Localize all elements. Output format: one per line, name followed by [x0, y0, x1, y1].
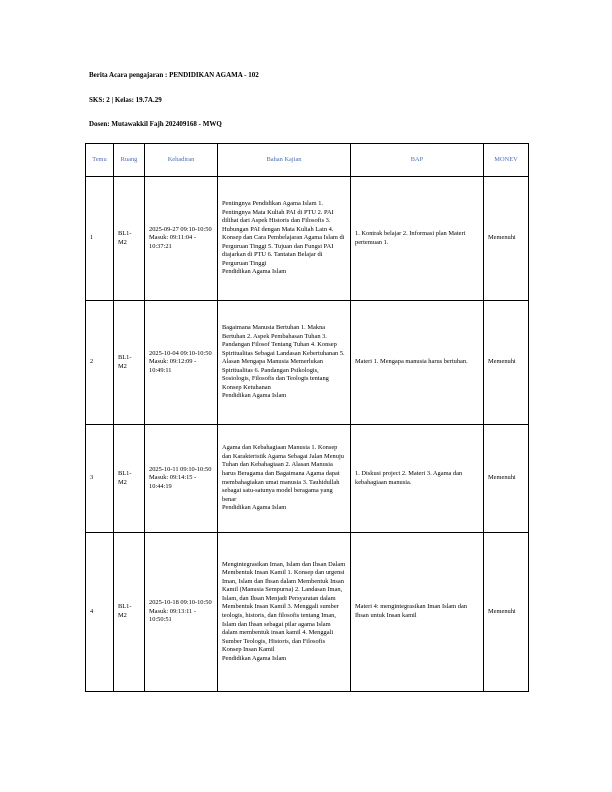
header-kehadiran: Kehadiran [145, 144, 218, 177]
cell-kehadiran: 2025-10-04 09:10-10:50 Masuk: 09:12:09 - 10:49:11 [145, 301, 218, 425]
cell-temu: 1 [86, 177, 114, 301]
cell-kehadiran: 2025-10-11 09:10-10:50 Masuk: 09:14:15 - 10:44:19 [145, 425, 218, 533]
bahan-kajian-text: Mengintegrasikan Iman, Islam dan Ihsan Dalam Membentuk Insan Kamil 1. Konsep dan urgensi Iman, Islam dan Ihsan dalam Membentuk Insan Kamil (Manusia Sempurna) 2. Landasan Iman, Islam, dan Ihsan Menjadi Persyaratan dalam Membentuk Insan Kamil 3. Menggali sumber teologis, historis, dan filosofis tentang Iman, Islam dan Ihsan sebagai pilar agama Islam dalam membentuk insan kamil 4. Menggali Sumber Teologis, Historis, dan Filosofis Konsep Insan Kamil [222, 560, 346, 654]
cell-bap: 1. Kontrak belajar 2. Informasi plan Materi pertemuan 1. [351, 177, 484, 301]
cell-temu: 2 [86, 301, 114, 425]
cell-temu: 4 [86, 533, 114, 692]
header-ruang: Ruang [114, 144, 145, 177]
cell-bap: 1. Diskusi project 2. Materi 3. Agama dan kebahagiaan manusia. [351, 425, 484, 533]
sks-kelas-info: SKS: 2 | Kelas: 19.7A.29 [89, 96, 162, 104]
dosen-info: Dosen: Mutawakkil Fajh 202409168 - MWQ [89, 120, 222, 128]
cell-ruang: BL1-M2 [114, 177, 145, 301]
cell-bahan-kajian [218, 425, 351, 533]
cell-bahan-kajian [218, 301, 351, 425]
bahan-kajian-course: Pendidikan Agama Islam [222, 504, 287, 512]
cell-bahan-kajian [218, 177, 351, 301]
pertemuan-table [85, 143, 529, 692]
table-row [86, 425, 529, 533]
header-temu: Temu [86, 144, 114, 177]
cell-monev: Memenuhi [484, 177, 529, 301]
cell-bap: Materi 4: mengintegrasikan Iman Islam dan Ihsan untuk Insan kamil [351, 533, 484, 692]
cell-temu: 3 [86, 425, 114, 533]
cell-monev: Memenuhi [484, 533, 529, 692]
bahan-kajian-text: Bagaimana Manusia Bertuhan 1. Makna Bertuhan 2. Aspek Pembahasan Tuhan 3. Pandangan Filosof Tentang Tuhan 4. Konsep Spiritualitas Sebagai Landasan Kebertuhanan 5. Alasan Mengapa Manusia Memerlukan Spiritualitas 6. Pandangan Psikologis, Sosiologis, Filosofis dan Teologis tentang Konsep Ketuhanan [222, 324, 345, 391]
bahan-kajian-course: Pendidikan Agama Islam [222, 392, 287, 400]
cell-ruang: BL1-M2 [114, 533, 145, 692]
table-row [86, 533, 529, 692]
cell-ruang: BL1-M2 [114, 301, 145, 425]
cell-ruang: BL1-M2 [114, 425, 145, 533]
cell-kehadiran: 2025-10-18 09:10-10:50 Masuk: 09:13:11 - 10:50:51 [145, 533, 218, 692]
cell-monev: Memenuhi [484, 425, 529, 533]
berita-acara-title: Berita Acara pengajaran : PENDIDIKAN AGAMA - 102 [89, 71, 259, 79]
table-header-row [86, 144, 529, 177]
table-row [86, 177, 529, 301]
cell-monev: Memenuhi [484, 301, 529, 425]
cell-kehadiran: 2025-09-27 09:10-10:50 Masuk: 09:11:04 - 10:37:21 [145, 177, 218, 301]
bahan-kajian-text: Agama dan Kebahagiaan Manusia 1. Konsep dan Karakteristik Agama Sebagai Jalan Menuju Tuhan dan Kebahagiaan 2. Alasan Manusia harus Beragama dan Bagaimana Agama dapat membahagiakan umat manusia 3. Tauhidullah sebagai satu-satunya model beragama yang benar [222, 444, 344, 503]
bahan-kajian-text: Pentingnya Pendidikan Agama Islam 1. Pentingnya Mata Kuliah PAI di PTU 2. PAI dilihat dari Aspek Historis dan Filosofis 3. Hubungan PAI dengan Mata Kuliah Lain 4. Konsep dan Cara Pembelajaran Agama Islam di Perguruan Tinggi 5. Tujuan dan Fungsi PAI diajarkan di PTU 6. Tantatan Belajar di Perguruan Tinggi [222, 200, 345, 267]
bahan-kajian-course: Pendidikan Agama Islam [222, 268, 287, 276]
header-bahan-kajian: Bahan Kajian [218, 144, 351, 177]
cell-bap: Materi 1. Mengapa manusia harus bertuhan. [351, 301, 484, 425]
header-bap: BAP [351, 144, 484, 177]
cell-bahan-kajian [218, 533, 351, 692]
table-row [86, 301, 529, 425]
header-monev: MONEV [484, 144, 529, 177]
bahan-kajian-course: Pendidikan Agama Islam [222, 654, 287, 662]
